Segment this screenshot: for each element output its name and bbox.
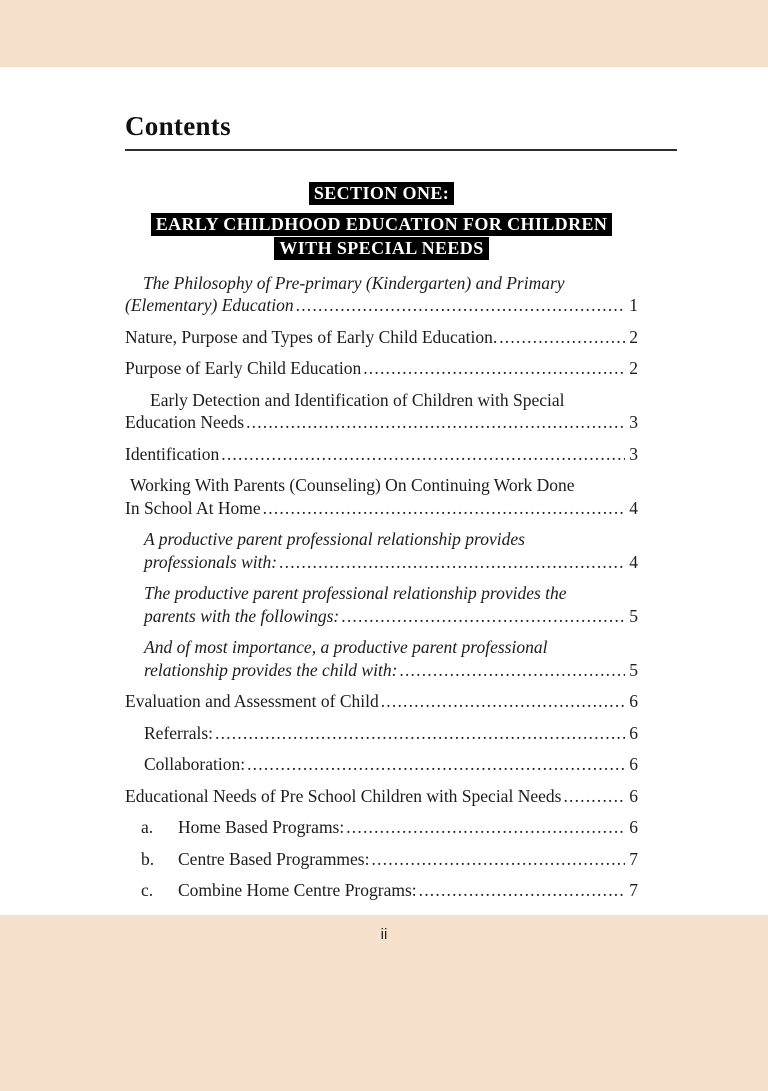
toc-entry-line: The Philosophy of Pre-primary (Kindergarten) and Primary xyxy=(143,272,565,293)
toc-page-number: 5 xyxy=(629,659,638,680)
toc-entry xyxy=(125,357,638,380)
toc-entry xyxy=(125,389,638,434)
toc-entry xyxy=(125,848,638,871)
toc-page-number: 6 xyxy=(629,722,638,743)
toc-entry xyxy=(125,272,638,317)
dot-leader xyxy=(215,722,625,745)
toc-page-number: 7 xyxy=(629,880,638,901)
toc-entry xyxy=(125,879,638,902)
toc-entry-text: Educational Needs of Pre School Children with Special Needs xyxy=(125,785,562,806)
toc-entry xyxy=(125,326,638,349)
toc-page-number: 6 xyxy=(629,817,638,838)
toc-entry-text: Centre Based Programmes: xyxy=(178,848,370,869)
toc-page-number: 3 xyxy=(629,412,638,433)
toc-entry-text: Referrals: xyxy=(144,722,213,743)
dot-leader xyxy=(499,326,625,349)
toc-entry-line: Working With Parents (Counseling) On Continuing Work Done xyxy=(130,475,575,496)
toc-entry xyxy=(125,816,638,839)
toc-entry-line: And of most importance, a productive parent professional xyxy=(144,637,548,658)
toc-entry xyxy=(125,785,638,808)
dot-leader xyxy=(371,848,625,871)
toc-entry-list xyxy=(125,272,638,902)
toc-entry xyxy=(125,636,638,681)
page-title: Contents xyxy=(125,111,231,141)
dot-leader xyxy=(246,411,625,434)
toc-entry-line: The productive parent professional relationship provides the xyxy=(144,583,567,604)
toc-entry-marker: b. xyxy=(141,848,155,869)
dot-leader xyxy=(381,690,625,713)
title-rule xyxy=(125,112,677,151)
toc-entry-line: A productive parent professional relationship provides xyxy=(144,529,525,550)
toc-entry xyxy=(125,753,638,776)
toc-page-number: 4 xyxy=(629,551,638,572)
toc-page-number: 7 xyxy=(629,848,638,869)
toc-page-number: 6 xyxy=(629,691,638,712)
dot-leader xyxy=(419,879,625,902)
toc-page-number: 2 xyxy=(629,358,638,379)
dot-leader xyxy=(279,551,625,574)
toc-page-number: 3 xyxy=(629,443,638,464)
toc-entry-text: relationship provides the child with: xyxy=(144,659,398,680)
dot-leader xyxy=(363,357,625,380)
toc-entry xyxy=(125,690,638,713)
toc-entry-marker: c. xyxy=(141,880,154,901)
toc-entry-text: Combine Home Centre Programs: xyxy=(178,880,417,901)
page-footer xyxy=(0,915,768,943)
toc-entry xyxy=(125,582,638,627)
toc-entry-marker: a. xyxy=(141,817,154,838)
section-heading xyxy=(125,182,638,260)
toc-entry-text: Purpose of Early Child Education xyxy=(125,358,362,379)
dot-leader xyxy=(346,816,625,839)
section-heading-line-3: WITH SPECIAL NEEDS xyxy=(274,237,488,260)
folio-page-number: ii xyxy=(380,926,388,943)
section-heading-line-1: SECTION ONE: xyxy=(309,182,454,205)
toc-entry-text: professionals with: xyxy=(144,551,278,572)
toc-entry-text: Nature, Purpose and Types of Early Child Education. xyxy=(125,326,498,347)
toc-entry xyxy=(125,474,638,519)
toc-page-number: 2 xyxy=(629,326,638,347)
toc-page-number: 6 xyxy=(629,785,638,806)
toc-entry-text: parents with the followings: xyxy=(144,605,340,626)
toc-entry-line: Early Detection and Identification of Children with Special xyxy=(150,389,565,410)
table-of-contents xyxy=(125,182,638,902)
toc-entry-text: Identification xyxy=(125,443,220,464)
dot-leader xyxy=(563,785,625,808)
toc-entry-text: In School At Home xyxy=(125,497,261,518)
toc-page-number: 6 xyxy=(629,754,638,775)
toc-entry-text: (Elementary) Education xyxy=(125,295,294,316)
section-heading-line-2: EARLY CHILDHOOD EDUCATION FOR CHILDREN xyxy=(151,213,613,236)
toc-entry xyxy=(125,722,638,745)
dot-leader xyxy=(399,659,625,682)
toc-entry xyxy=(125,443,638,466)
toc-entry-text: Collaboration: xyxy=(144,754,246,775)
toc-entry-text: Education Needs xyxy=(125,412,245,433)
toc-entry-text: Home Based Programs: xyxy=(178,817,345,838)
dot-leader xyxy=(221,443,625,466)
toc-entry xyxy=(125,528,638,573)
dot-leader xyxy=(296,294,625,317)
dot-leader xyxy=(263,497,625,520)
dot-leader xyxy=(247,753,625,776)
toc-page-number: 5 xyxy=(629,605,638,626)
dot-leader xyxy=(341,605,625,628)
toc-page-number: 4 xyxy=(629,497,638,518)
toc-entry-text: Evaluation and Assessment of Child xyxy=(125,691,379,712)
toc-page-number: 1 xyxy=(629,295,638,316)
document-page xyxy=(0,67,768,915)
